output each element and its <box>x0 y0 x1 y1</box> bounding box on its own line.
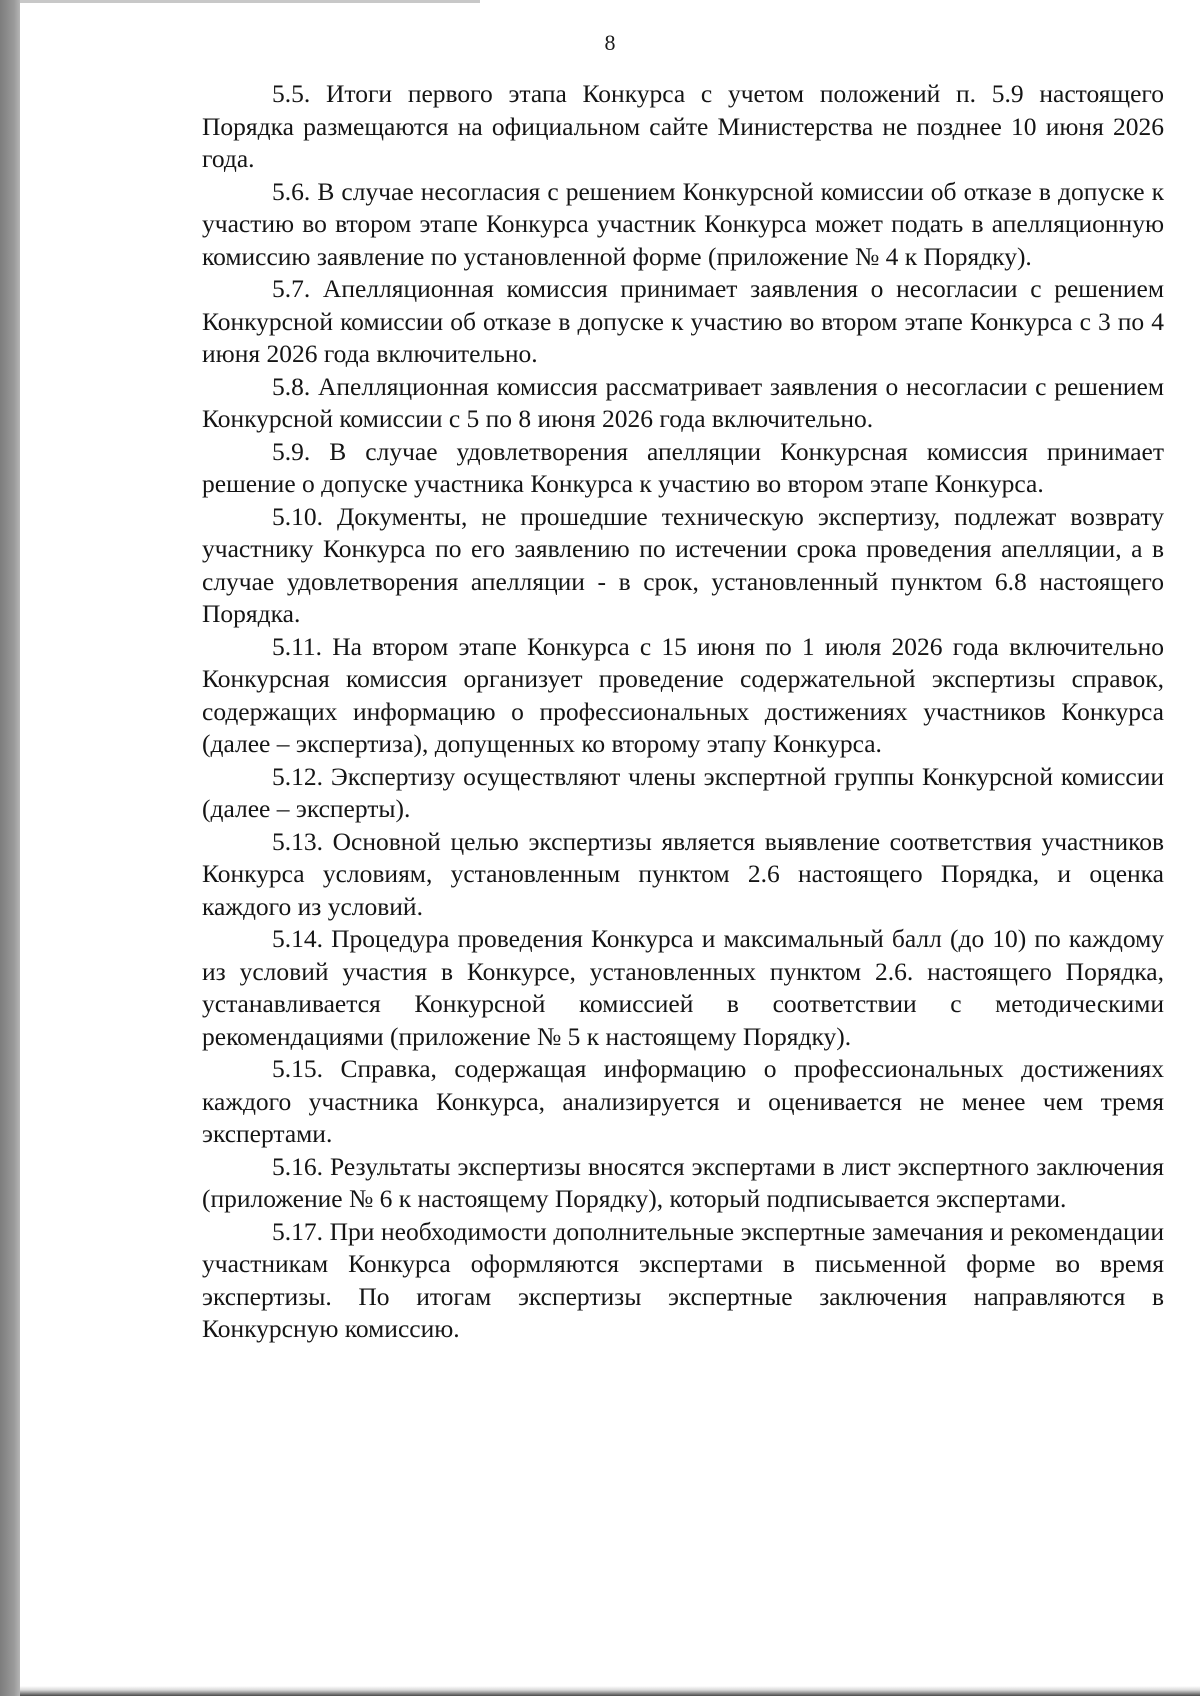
paragraph-5-7: 5.7. Апелляционная комиссия принимает заявления о несогласии с решением Конкурсной комиссии об отказе в допуске к участию во втором этапе Конкурса с 3 по 4 июня 2026 года включительно. <box>202 274 1164 368</box>
paragraph-5-10: 5.10. Документы, не прошедшие техническую экспертизу, подлежат возврату участнику Конкурса по его заявлению по истечении срока проведения апелляции, а в случае удовлетворения апелляции - в срок, установленный пунктом 6.8 настоящего Порядка. <box>202 501 1164 628</box>
viewer-left-margin <box>0 0 20 1696</box>
paragraph-5-16: 5.16. Результаты экспертизы вносятся экспертами в лист экспертного заключения (приложение № 6 к настоящему Порядку), который подписывается экспертами. <box>202 1151 1164 1213</box>
page-top-shadow <box>20 0 480 3</box>
page-number: 8 <box>604 30 616 55</box>
paragraph-5-13: 5.13. Основной целью экспертизы является выявление соответствия участников Конкурса условиям, установленным пунктом 2.6 настоящего Порядка, и оценка каждого из условий. <box>202 826 1164 921</box>
paragraph-5-6: 5.6. В случае несогласия с решением Конкурсной комиссии об отказе в допуске к участию во втором этапе Конкурса участник Конкурса может подать в апелляционную комиссию заявление по установленной форме (приложение № 4 к Порядку). <box>202 176 1164 271</box>
paragraph-5-15: 5.15. Справка, содержащая информацию о профессиональных достижениях каждого участника Конкурса, анализируется и оценивается не менее чем тремя экспертами. <box>202 1054 1164 1148</box>
paragraph-5-9: 5.9. В случае удовлетворения апелляции Конкурсная комиссия принимает решение о допуске участника Конкурса к участию во втором этапе Конкурса. <box>202 436 1164 498</box>
document-page <box>20 0 1200 1696</box>
page-bottom-edge <box>20 1686 1200 1696</box>
paragraph-5-8: 5.8. Апелляционная комиссия рассматривает заявления о несогласии с решением Конкурсной комиссии с 5 по 8 июня 2026 года включительно. <box>202 371 1164 433</box>
paragraph-5-12: 5.12. Экспертизу осуществляют члены экспертной группы Конкурсной комиссии (далее – эксперты). <box>202 761 1164 823</box>
paragraph-5-14: 5.14. Процедура проведения Конкурса и максимальный балл (до 10) по каждому из условий участия в Конкурсе, установленных пунктом 2.6. настоящего Порядка, устанавливается Конкурсной комиссией в соответствии с методическими рекомендациями (приложение № 5 к настоящему Порядку). <box>202 924 1164 1051</box>
document-body <box>202 78 1164 1346</box>
paragraph-5-17: 5.17. При необходимости дополнительные экспертные замечания и рекомендации участникам Конкурса оформляются экспертами в письменной форме во время экспертизы. По итогам экспертизы экспертные заключения направляются в Конкурсную комиссию. <box>202 1216 1164 1343</box>
paragraph-5-11: 5.11. На втором этапе Конкурса с 15 июня по 1 июля 2026 года включительно Конкурсная комиссия организует проведение содержательной экспертизы справок, содержащих информацию о профессиональных достижениях участников Конкурса (далее – экспертиза), допущенных ко второму этапу Конкурса. <box>202 631 1164 758</box>
paragraph-5-5: 5.5. Итоги первого этапа Конкурса с учетом положений п. 5.9 настоящего Порядка размещаются на официальном сайте Министерства не позднее 10 июня 2026 года. <box>202 79 1164 173</box>
